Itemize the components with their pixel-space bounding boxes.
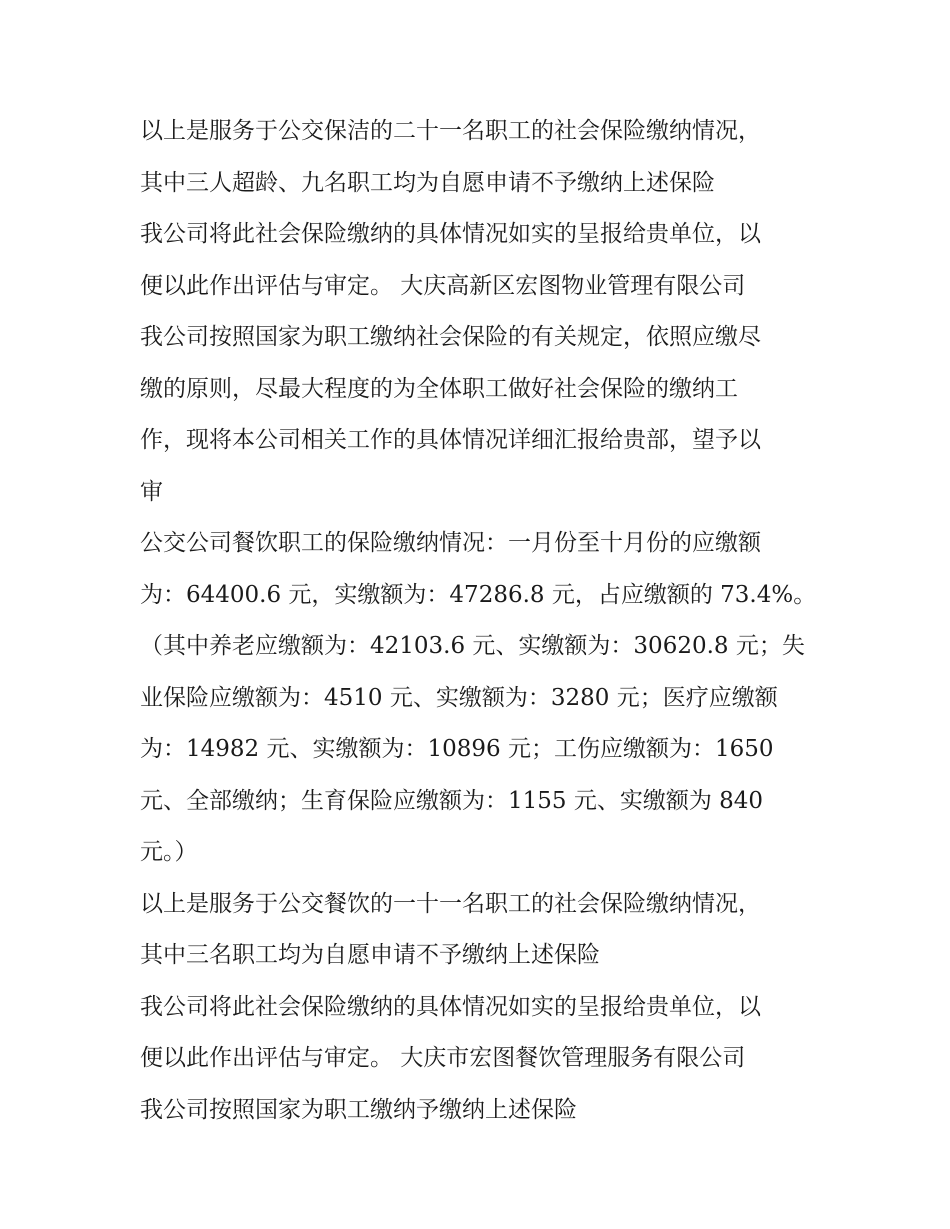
document-body xyxy=(140,106,830,1136)
text-line: 其中三名职工均为自愿申请不予缴纳上述保险 xyxy=(140,942,600,968)
text-line: 我公司将此社会保险缴纳的具体情况如实的呈报给贵单位，以 xyxy=(140,993,761,1020)
text-line: 作，现将本公司相关工作的具体情况详细汇报给贵部，望予以 xyxy=(140,427,761,453)
text-line: 便以此作出评估与审定。 大庆高新区宏图物业管理有限公司 xyxy=(140,272,746,299)
text-line: 为：14982 元、实缴额为：10896 元；工伤应缴额为：1650 xyxy=(140,736,774,762)
text-line: 缴的原则，尽最大程度的为全体职工做好社会保险的缴纳工 xyxy=(140,375,738,402)
text-line: 公交公司餐饮职工的保险缴纳情况：一月份至十月份的应缴额 xyxy=(140,530,761,556)
text-line: 便以此作出评估与审定。 大庆市宏图餐饮管理服务有限公司 xyxy=(140,1045,746,1071)
text-line: 我公司按照国家为职工缴纳予缴纳上述保险 xyxy=(140,1096,577,1123)
text-line: 其中三人超龄、九名职工均为自愿申请不予缴纳上述保险 xyxy=(140,169,715,196)
text-line: 为：64400.6 元，实缴额为：47286.8 元，占应缴额的 73.4%。 xyxy=(140,581,817,608)
text-line: 以上是服务于公交保洁的二十一名职工的社会保险缴纳情况， xyxy=(140,118,761,144)
text-line: （其中养老应缴额为：42103.6 元、实缴额为：30620.8 元；失 xyxy=(140,633,805,659)
text-line: 我公司将此社会保险缴纳的具体情况如实的呈报给贵单位，以 xyxy=(140,221,761,247)
text-line: 我公司按照国家为职工缴纳社会保险的有关规定，依照应缴尽 xyxy=(140,324,761,350)
text-line: 以上是服务于公交餐饮的一十一名职工的社会保险缴纳情况， xyxy=(140,890,761,917)
text-line: 审 xyxy=(140,478,163,505)
text-line: 业保险应缴额为：4510 元、实缴额为：3280 元；医疗应缴额 xyxy=(140,684,778,711)
text-line: 元、全部缴纳；生育保险应缴额为：1155 元、实缴额为 840 xyxy=(140,787,764,814)
text-line: 元。） xyxy=(140,839,198,865)
